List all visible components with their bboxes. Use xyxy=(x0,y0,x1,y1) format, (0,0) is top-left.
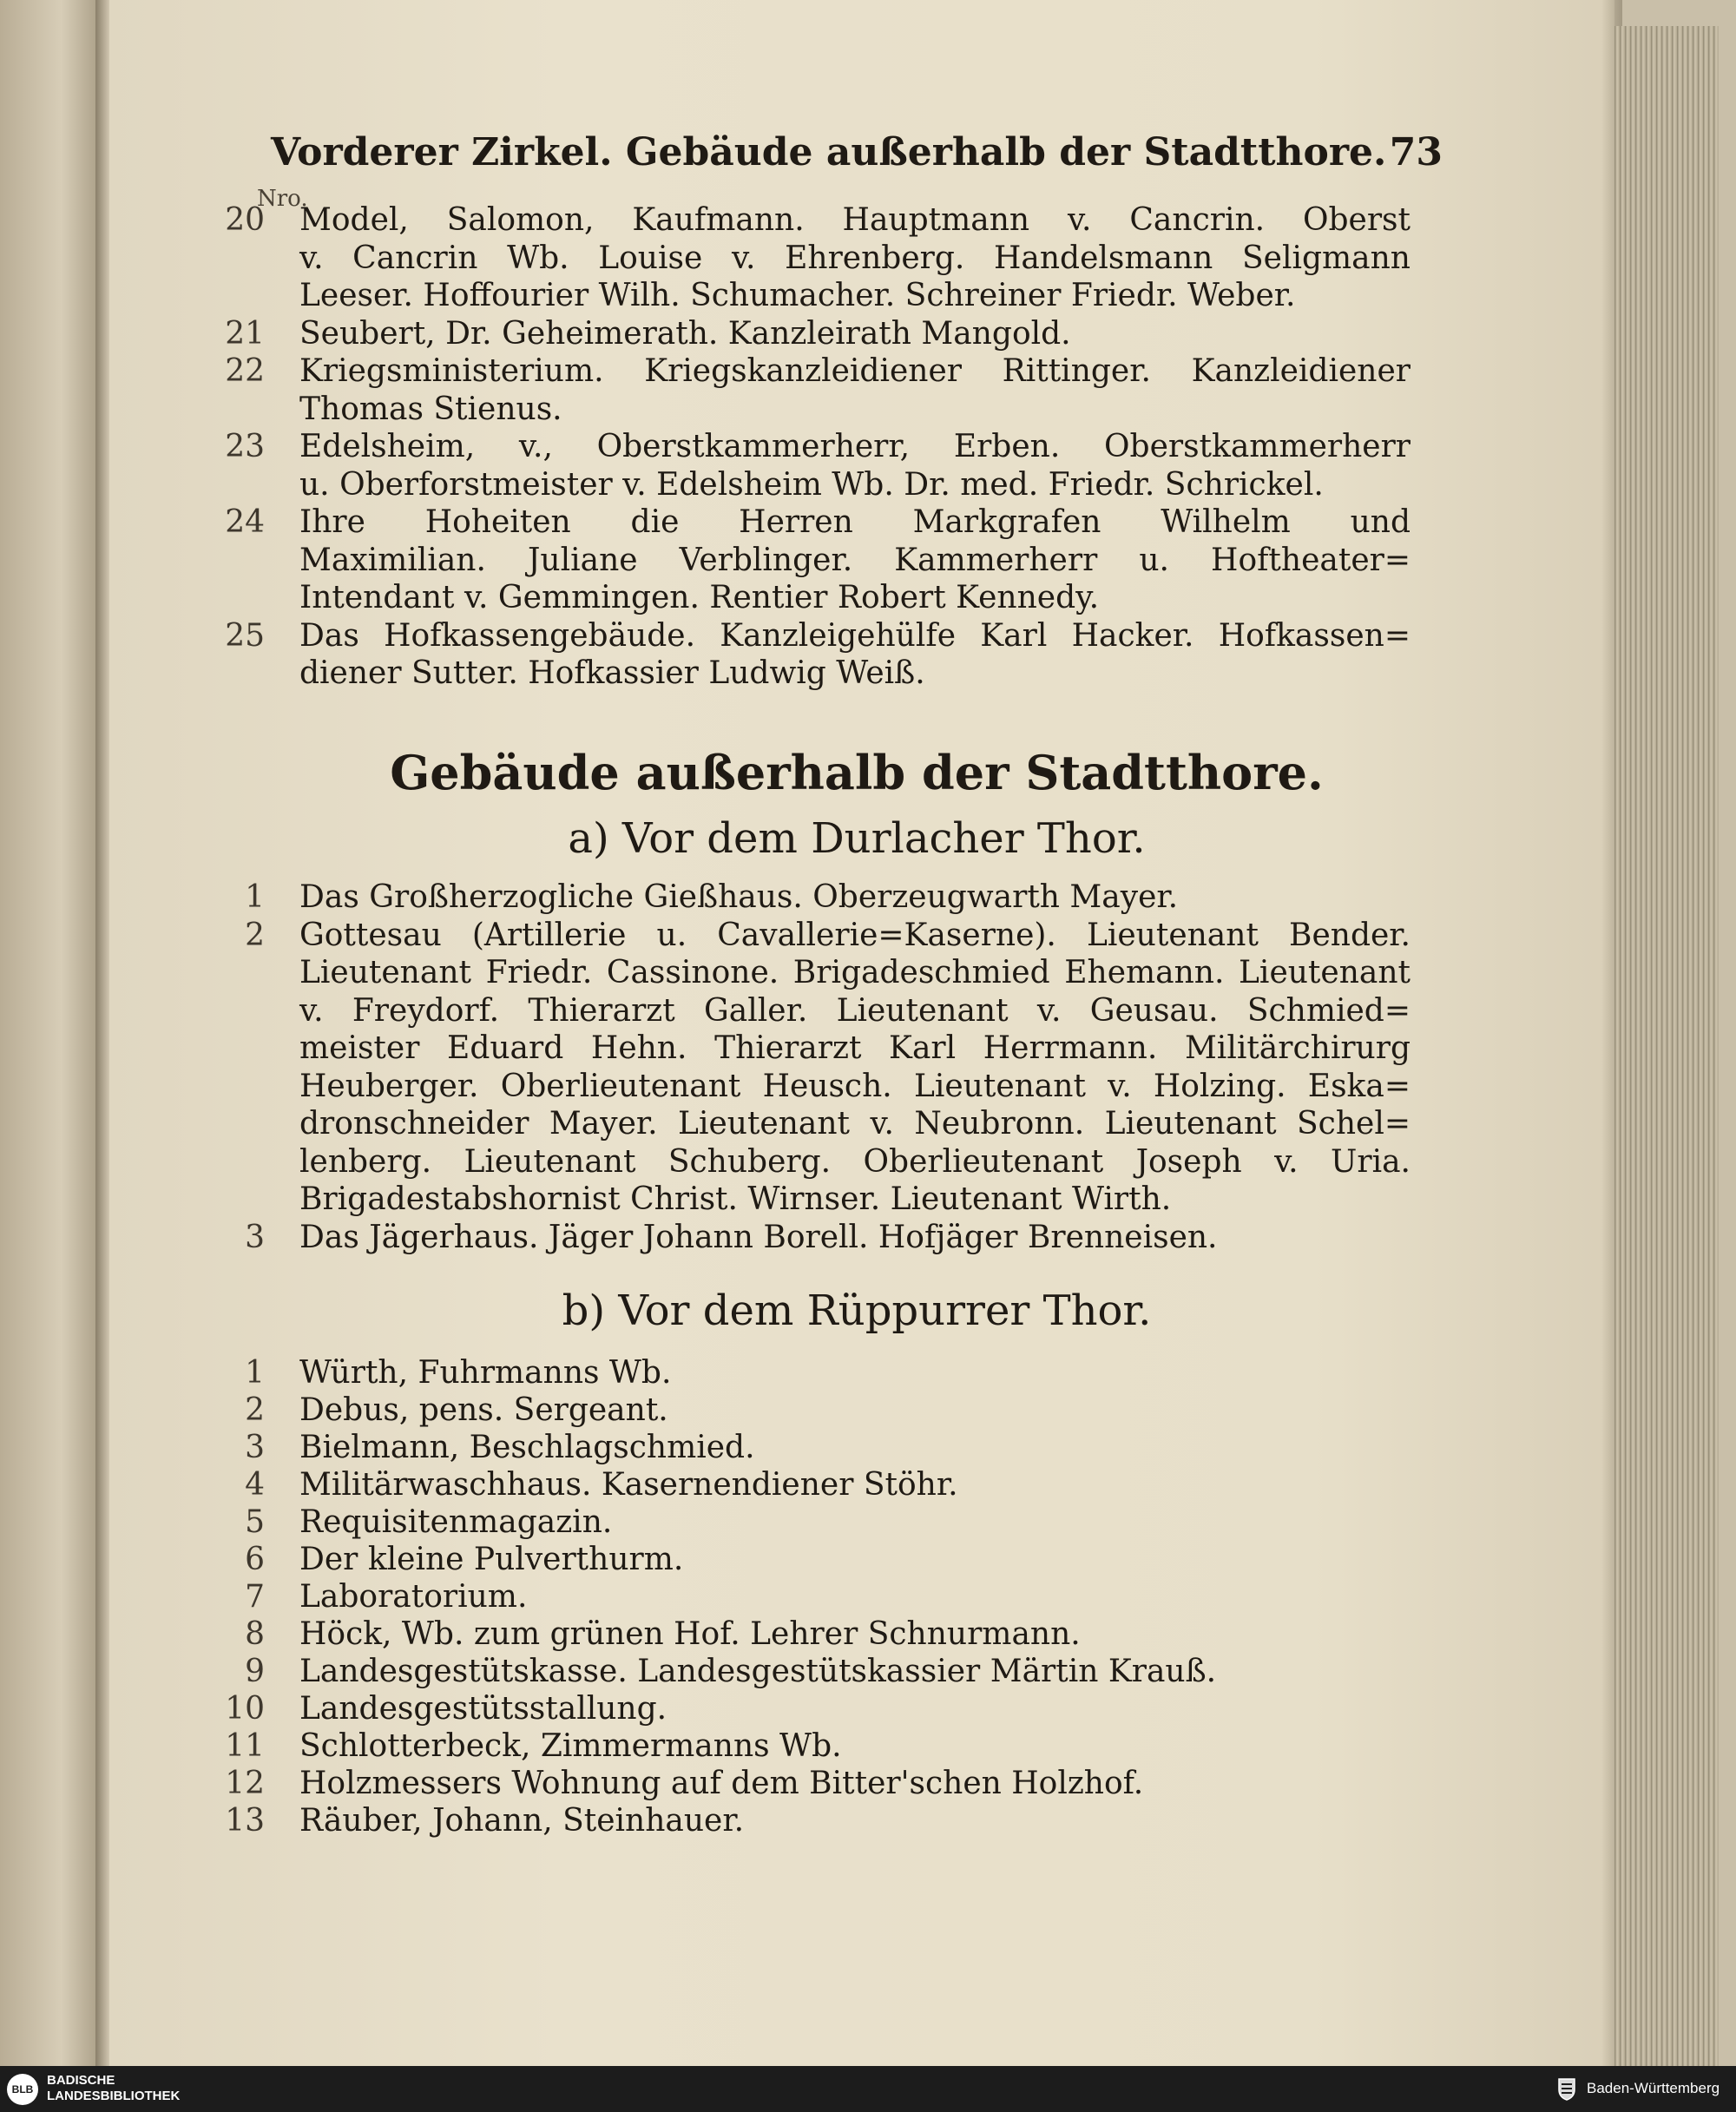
entry-line xyxy=(0,1181,1410,1218)
entry-text: Gottesau (Artillerie u. Cavallerie=Kaserne). Lieutenant Bender. xyxy=(299,917,1410,953)
entry-line xyxy=(0,466,1410,503)
entry-text: Räuber, Johann, Steinhauer. xyxy=(299,1803,745,1839)
entry-text: Thomas Stienus. xyxy=(299,391,562,427)
entry-number: 25 xyxy=(225,617,265,654)
subsection-a-title: a) Vor dem Durlacher Thor. xyxy=(568,814,1146,863)
running-head-title: Vorderer Zirkel. Gebäude außerhalb der Stadtthore. xyxy=(271,130,1387,174)
entry-number: 21 xyxy=(225,315,265,352)
baden-wuerttemberg-crest-icon xyxy=(1554,2076,1580,2102)
entry-text: Der kleine Pulverthurm. xyxy=(299,1542,684,1577)
entry-number: 24 xyxy=(225,504,265,540)
state-name[interactable]: Baden-Württemberg xyxy=(1587,2080,1720,2096)
entry-line xyxy=(0,1727,1410,1765)
entry-number: 20 xyxy=(225,202,265,238)
entry-text: Maximilian. Juliane Verblinger. Kammerherr u. Hoftheater= xyxy=(299,542,1410,578)
entry-line xyxy=(0,391,1410,428)
entry-number: 5 xyxy=(245,1504,265,1540)
entry-number: 12 xyxy=(225,1766,265,1801)
entry-line xyxy=(0,503,1410,541)
entry-text: Seubert, Dr. Geheimerath. Kanzleirath Mangold. xyxy=(299,315,1071,352)
entry-number: 3 xyxy=(245,1219,265,1255)
entry-text: Das Jägerhaus. Jäger Johann Borell. Hofjäger Brenneisen. xyxy=(299,1219,1218,1255)
entry-line xyxy=(0,655,1410,692)
entry-text: Das Großherzogliche Gießhaus. Oberzeugwarth Mayer. xyxy=(299,879,1179,915)
entry-text: dronschneider Mayer. Lieutenant v. Neubronn. Lieutenant Schel= xyxy=(299,1106,1410,1142)
entry-text: Edelsheim, v., Oberstkammerherr, Erben. Oberstkammerherr xyxy=(299,429,1410,464)
entry-line xyxy=(0,878,1410,916)
entry-text: Militärwaschhaus. Kasernendiener Stöhr. xyxy=(299,1467,958,1503)
entry-number: 2 xyxy=(245,917,265,953)
entry-number: 1 xyxy=(245,879,265,915)
library-name xyxy=(47,2073,180,2104)
entry-number: 22 xyxy=(225,353,265,389)
entry-line xyxy=(0,1615,1410,1653)
entry-line xyxy=(0,1541,1410,1578)
entry-line xyxy=(0,992,1410,1030)
entry-line xyxy=(0,1466,1410,1503)
entry-line xyxy=(0,352,1410,390)
entry-text: Requisitenmagazin. xyxy=(299,1504,613,1540)
entry-line xyxy=(0,1802,1410,1839)
entry-line xyxy=(0,1219,1410,1256)
entry-text: Bielmann, Beschlagschmied. xyxy=(299,1430,755,1465)
entry-number: 9 xyxy=(245,1654,265,1689)
entry-number: 11 xyxy=(225,1728,265,1764)
entry-number: 13 xyxy=(225,1803,265,1839)
entry-line xyxy=(0,1429,1410,1466)
entry-line xyxy=(0,617,1410,655)
entry-text: Das Hofkassengebäude. Kanzleigehülfe Karl Hacker. Hofkassen= xyxy=(299,617,1410,654)
entry-text: Model, Salomon, Kaufmann. Hauptmann v. Cancrin. Oberst xyxy=(299,202,1410,238)
entry-line xyxy=(0,428,1410,465)
entry-number: 6 xyxy=(245,1542,265,1577)
entry-text: Landesgestütsstallung. xyxy=(299,1691,667,1727)
entry-text: Holzmessers Wohnung auf dem Bitter'schen Holzhof. xyxy=(299,1766,1144,1801)
entry-line xyxy=(0,277,1410,314)
entry-number: 3 xyxy=(245,1430,265,1465)
entry-line xyxy=(0,1392,1410,1429)
entry-line xyxy=(0,1068,1410,1105)
entry-text: Laboratorium. xyxy=(299,1579,528,1615)
entry-line xyxy=(0,1354,1410,1392)
entry-line xyxy=(0,917,1410,954)
entry-number: 2 xyxy=(245,1392,265,1428)
entry-number: 8 xyxy=(245,1616,265,1652)
entry-line xyxy=(0,1690,1410,1727)
entry-text: Debus, pens. Sergeant. xyxy=(299,1392,668,1428)
entry-line xyxy=(0,1765,1410,1802)
entry-line xyxy=(0,1503,1410,1541)
entry-line xyxy=(0,315,1410,352)
entry-text: v. Freydorf. Thierarzt Galler. Lieutenant v. Geusau. Schmied= xyxy=(299,992,1410,1029)
column-label: Nro. xyxy=(257,186,308,212)
entry-text: v. Cancrin Wb. Louise v. Ehrenberg. Handelsmann Seligmann xyxy=(299,240,1410,276)
entry-line xyxy=(0,201,1410,239)
library-name-line2: LANDESBIBLIOTHEK xyxy=(47,2089,181,2103)
library-name-line1: BADISCHE xyxy=(47,2073,115,2088)
entry-line xyxy=(0,542,1410,579)
running-head xyxy=(271,130,1443,182)
section-title: Gebäude außerhalb der Stadtthore. xyxy=(390,745,1324,800)
entry-text: Schlotterbeck, Zimmermanns Wb. xyxy=(299,1728,842,1764)
entry-text: Ihre Hoheiten die Herren Markgrafen Wilhelm und xyxy=(299,504,1410,540)
entry-text: Leeser. Hoffourier Wilh. Schumacher. Schreiner Friedr. Weber. xyxy=(299,278,1296,313)
entry-line xyxy=(0,954,1410,991)
entry-number: 4 xyxy=(245,1467,265,1503)
entry-line xyxy=(0,1105,1410,1142)
entry-text: Heuberger. Oberlieutenant Heusch. Lieutenant v. Holzing. Eska= xyxy=(299,1068,1410,1104)
entry-text: Landesgestütskasse. Landesgestütskassier Märtin Krauß. xyxy=(299,1654,1217,1689)
entry-text: Würth, Fuhrmanns Wb. xyxy=(299,1355,672,1391)
entry-text: u. Oberforstmeister v. Edelsheim Wb. Dr. med. Friedr. Schrickel. xyxy=(299,466,1324,503)
entry-text: Brigadestabshornist Christ. Wirnser. Lieutenant Wirth. xyxy=(299,1181,1172,1217)
entry-number: 23 xyxy=(225,429,265,464)
entry-text: Höck, Wb. zum grünen Hof. Lehrer Schnurmann. xyxy=(299,1616,1081,1652)
blb-logo[interactable]: BLB xyxy=(7,2074,38,2105)
entry-number: 10 xyxy=(225,1691,265,1727)
subsection-b-title: b) Vor dem Rüppurrer Thor. xyxy=(562,1286,1152,1335)
entry-text: meister Eduard Hehn. Thierarzt Karl Herrmann. Militärchirurg xyxy=(299,1030,1410,1066)
entry-text: Kriegsministerium. Kriegskanzleidiener Rittinger. Kanzleidiener xyxy=(299,353,1410,389)
footer-bar xyxy=(0,2066,1736,2112)
entry-number: 7 xyxy=(245,1579,265,1615)
entry-line xyxy=(0,1030,1410,1067)
entry-number: 1 xyxy=(245,1355,265,1391)
entry-line xyxy=(0,1578,1410,1615)
entry-line xyxy=(0,1653,1410,1690)
entry-line xyxy=(0,579,1410,616)
entry-line xyxy=(0,1143,1410,1181)
entry-text: Intendant v. Gemmingen. Rentier Robert Kennedy. xyxy=(299,580,1100,615)
entry-text: lenberg. Lieutenant Schuberg. Oberlieutenant Joseph v. Uria. xyxy=(299,1143,1410,1180)
entry-text: diener Sutter. Hofkassier Ludwig Weiß. xyxy=(299,655,925,691)
page-number: 73 xyxy=(1389,130,1443,174)
entry-text: Lieutenant Friedr. Cassinone. Brigadeschmied Ehemann. Lieutenant xyxy=(299,955,1410,990)
entry-line xyxy=(0,240,1410,277)
